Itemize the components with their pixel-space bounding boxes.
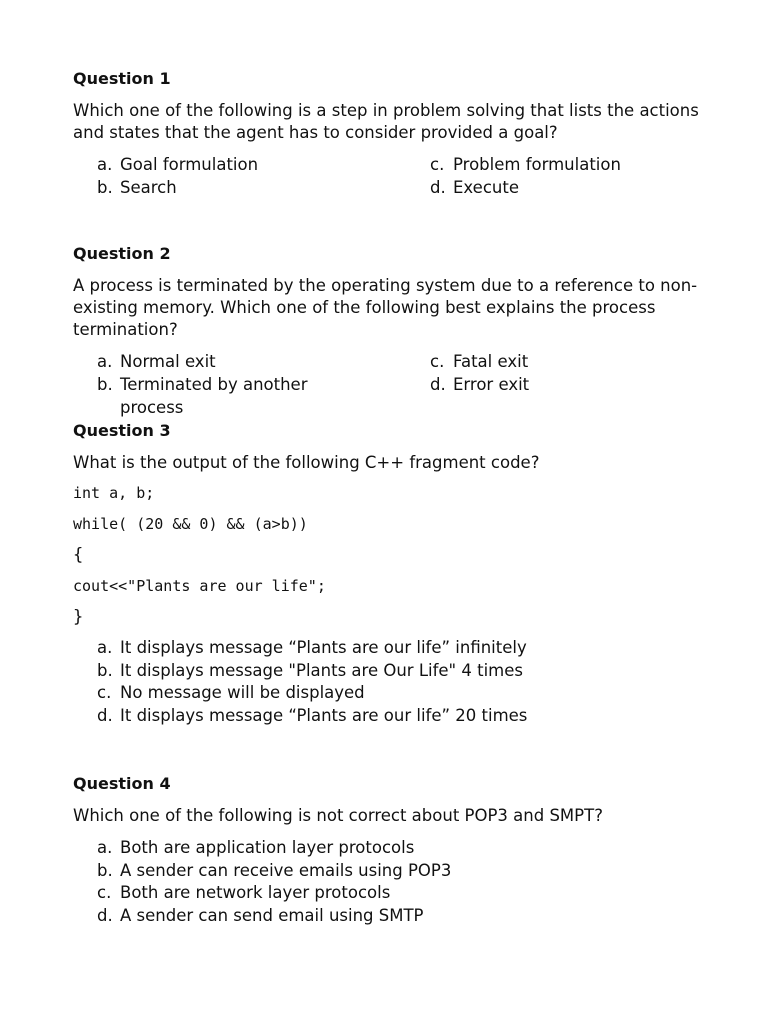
option-letter: c. — [430, 352, 445, 371]
question-text: Which one of the following is not correct about POP3 and SMPT? — [73, 806, 603, 825]
option-letter: b. — [97, 660, 113, 680]
option-text: It displays message "Plants are Our Life" 4 times — [120, 660, 524, 680]
code-line: { — [73, 545, 84, 565]
options — [73, 154, 713, 200]
question-3 — [73, 420, 713, 727]
question-title: Question 1 — [73, 69, 171, 88]
option-letter: a. — [97, 155, 113, 174]
option-text: Goal formulation — [120, 155, 259, 174]
question-1 — [73, 68, 713, 200]
options — [73, 637, 713, 727]
option-letter: a. — [97, 352, 113, 371]
question-text: What is the output of the following C++ fragment code? — [73, 453, 540, 472]
code-block — [73, 483, 713, 627]
options — [73, 837, 713, 927]
option-c — [97, 882, 713, 905]
option-text: Error exit — [453, 375, 530, 394]
option-letter: c. — [97, 683, 112, 702]
code-line: int a, b; — [73, 484, 155, 502]
option-b — [97, 660, 713, 683]
option-text: A sender can receive emails using POP3 — [120, 860, 452, 880]
code-line: } — [73, 607, 84, 627]
option-a — [97, 837, 713, 860]
option-text: It displays message “Plants are our life” infinitely — [120, 638, 527, 657]
option-text: Terminated by another process — [120, 375, 308, 417]
option-c — [430, 351, 690, 374]
option-c — [430, 154, 690, 177]
options — [73, 351, 713, 419]
option-letter: b. — [97, 860, 113, 880]
option-letter: c. — [430, 155, 445, 174]
option-d — [97, 905, 713, 928]
option-letter: d. — [97, 905, 113, 925]
question-text: A process is terminated by the operating system due to a reference to non-existing memory. Which one of the following best explains the process termination? — [73, 276, 698, 339]
option-text: Problem formulation — [453, 155, 621, 174]
option-text: Execute — [453, 178, 519, 197]
question-title: Question 4 — [73, 774, 171, 793]
option-text: Both are application layer protocols — [120, 838, 415, 857]
option-letter: a. — [97, 838, 113, 857]
question-title: Question 3 — [73, 421, 171, 440]
option-b — [97, 177, 347, 200]
question-2 — [73, 243, 713, 419]
option-letter: d. — [430, 178, 446, 197]
code-line: while( (20 && 0) && (a>b)) — [73, 515, 308, 533]
option-letter: b. — [97, 178, 113, 197]
option-text: It displays message “Plants are our life” 20 times — [120, 705, 528, 725]
option-b — [97, 860, 713, 883]
question-4 — [73, 773, 713, 927]
code-line: cout<<"Plants are our life"; — [73, 577, 326, 595]
option-text: No message will be displayed — [120, 683, 365, 702]
option-letter: b. — [97, 375, 113, 394]
option-a — [97, 637, 713, 660]
option-d — [430, 374, 690, 397]
option-text: A sender can send email using SMTP — [120, 905, 424, 925]
option-letter: c. — [97, 883, 112, 902]
option-d — [97, 705, 713, 728]
question-text: Which one of the following is a step in problem solving that lists the actions and states that the agent has to consider provided a goal? — [73, 101, 699, 142]
option-letter: a. — [97, 638, 113, 657]
option-a — [97, 154, 347, 177]
option-text: Both are network layer protocols — [120, 883, 391, 902]
option-c — [97, 682, 713, 705]
option-text: Fatal exit — [453, 352, 529, 371]
question-title: Question 2 — [73, 244, 171, 263]
option-letter: d. — [430, 375, 446, 394]
option-d — [430, 177, 690, 200]
option-b — [97, 374, 347, 419]
option-letter: d. — [97, 705, 113, 725]
option-text: Normal exit — [120, 352, 216, 371]
option-a — [97, 351, 347, 374]
option-text: Search — [120, 178, 177, 197]
